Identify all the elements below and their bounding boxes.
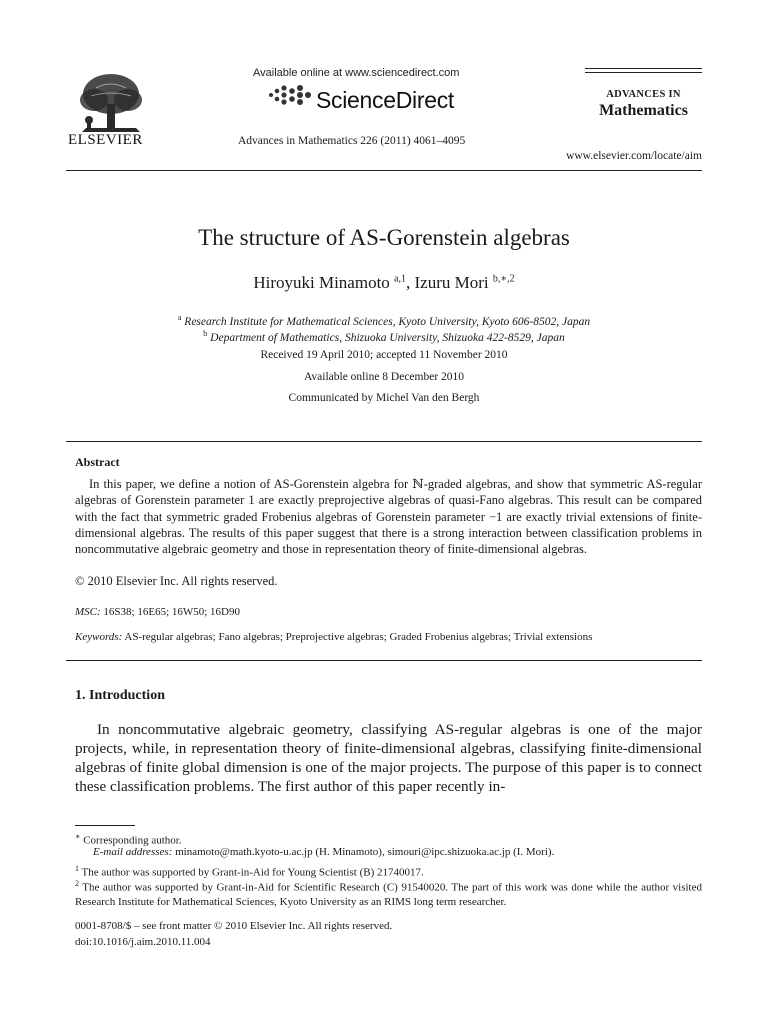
- msc-codes: [75, 606, 240, 618]
- header-divider: [66, 170, 702, 171]
- keywords: [75, 631, 592, 643]
- footnote-text: The author was supported by Grant-in-Aid for Young Scientist (B) 21740017.: [79, 866, 424, 879]
- journal-kicker: ADVANCES IN: [606, 89, 681, 100]
- affiliation-mark: b: [203, 329, 208, 338]
- footnote-mark: 2: [75, 879, 79, 888]
- header-rule: [585, 72, 702, 73]
- doi-link[interactable]: doi:10.1016/j.aim.2010.11.004: [75, 936, 211, 948]
- author-separator: ,: [406, 273, 415, 292]
- sciencedirect-dots-icon: [268, 82, 312, 108]
- intro-text: [75, 720, 702, 796]
- footnote-text: The author was supported by Grant-in-Aid for Scientific Research (C) 91540020. The part of this work was done while the author visited Research Institute for Mathematical Sciences, Kyoto University as an RIMS long term researcher.: [75, 881, 702, 909]
- affiliation-mark: a: [177, 313, 182, 322]
- footnote-rule: [75, 825, 135, 826]
- front-matter: 0001-8708/$ – see front matter © 2010 Elsevier Inc. All rights reserved.: [75, 920, 393, 932]
- affiliation: [66, 329, 702, 344]
- abstract-divider-top: [66, 441, 702, 442]
- author-list: [66, 273, 702, 293]
- msc-value: 16S38; 16E65; 16W50; 16D90: [100, 606, 241, 618]
- abstract-heading: Abstract: [75, 455, 120, 469]
- journal-url[interactable]: www.elsevier.com/locate/aim: [566, 150, 702, 162]
- footnote-emails: [75, 845, 720, 860]
- publisher-name: ELSEVIER: [68, 132, 143, 148]
- abstract-text: [75, 476, 702, 557]
- affiliation: [66, 313, 702, 328]
- paper-title: The structure of AS-Gorenstein algebras: [198, 225, 570, 250]
- communicated-by: Communicated by Michel Van den Bergh: [288, 392, 480, 404]
- affiliation-text: Department of Mathematics, Shizuoka University, Shizuoka 422-8529, Japan: [210, 331, 565, 344]
- email-label: E-mail addresses:: [93, 846, 173, 858]
- footnote-text: Corresponding author.: [80, 834, 182, 847]
- section-heading: 1. Introduction: [75, 688, 165, 703]
- affiliation-text: Research Institute for Mathematical Sciences, Kyoto University, Kyoto 606-8502, Japan: [184, 315, 591, 328]
- footnote-mark: 1: [75, 864, 79, 873]
- abstract-divider-bottom: [66, 660, 702, 661]
- intro-paragraph: In noncommutative algebraic geometry, classifying AS-regular algebras is one of the major projects, while, in representation theory of finite-dimensional algebras, classifying finite-dimensional algebras of finite global dimension is one of the major projects. The purpose of this paper is to connect these classification problems. The first author of this paper recently in-: [75, 721, 702, 795]
- author-name[interactable]: Hiroyuki Minamoto: [253, 273, 390, 292]
- keywords-label: Keywords:: [75, 631, 123, 643]
- journal-reference: Advances in Mathematics 226 (2011) 4061–4095: [238, 135, 466, 147]
- keywords-value: AS-regular algebras; Fano algebras; Preprojective algebras; Graded Frobenius algebras; Trivial extensions: [122, 631, 593, 643]
- received-dates: Received 19 April 2010; accepted 11 November 2010: [260, 349, 508, 361]
- sciencedirect-brand[interactable]: ScienceDirect: [316, 87, 454, 113]
- footnote-mark: ∗: [75, 832, 81, 841]
- author-name[interactable]: Izuru Mori: [414, 273, 489, 292]
- author-marks: b,∗,2: [492, 273, 515, 285]
- footnote-2: [75, 877, 702, 910]
- author-marks: a,1: [394, 273, 406, 285]
- online-date: Available online 8 December 2010: [303, 371, 465, 383]
- abstract-copyright: © 2010 Elsevier Inc. All rights reserved.: [75, 574, 278, 588]
- header-rule: [585, 68, 702, 69]
- journal-name: Mathematics: [599, 102, 688, 119]
- email-text[interactable]: minamoto@math.kyoto-u.ac.jp (H. Minamoto), simouri@ipc.shizuoka.ac.jp (I. Mori).: [172, 846, 555, 858]
- available-online-text[interactable]: Available online at www.sciencedirect.com: [253, 67, 460, 79]
- msc-label: MSC:: [75, 606, 101, 618]
- abstract-paragraph: In this paper, we define a notion of AS-Gorenstein algebra for ℕ-graded algebras, and show that symmetric AS-regular algebras of Gorenstein parameter 1 are exactly preprojective algebras of quasi-Fano algebras. This result can be compared with the fact that symmetric graded Frobenius algebras of Gorenstein parameter −1 are exactly trivial extensions of finite-dimensional algebras. The results of this paper suggest that there is a strong interaction between classification problems in noncommutative algebraic geometry and those in representation theory of finite-dimensional algebras.: [75, 477, 702, 557]
